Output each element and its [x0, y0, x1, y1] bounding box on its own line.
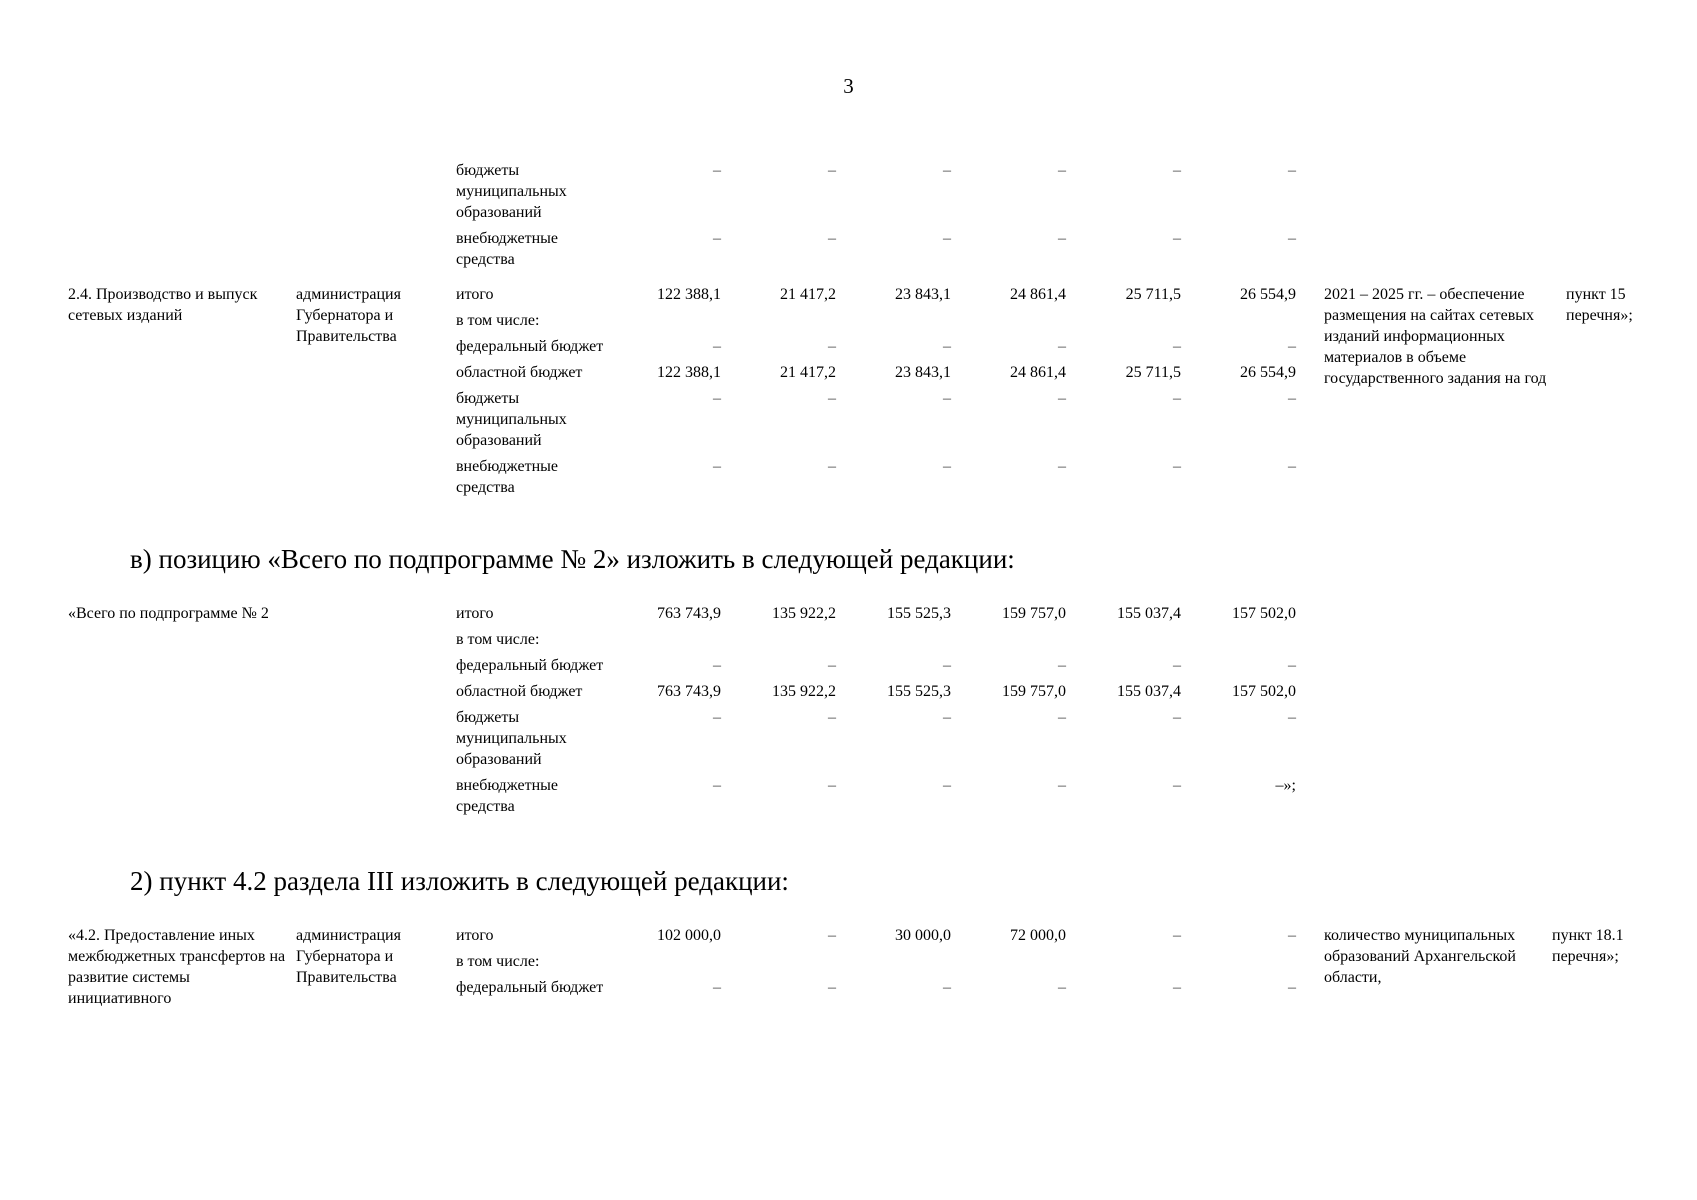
- amount-cell-year-5: –: [1288, 390, 1296, 407]
- amount-cell-year-0: 763 743,9: [657, 605, 721, 622]
- source-rows: [456, 603, 1296, 822]
- source-rows: [456, 284, 1296, 503]
- table-row: [456, 388, 1296, 456]
- amount-cell-year-1: –: [828, 927, 836, 944]
- funding-source-label: итого: [456, 605, 494, 622]
- amount-cell-year-5: 26 554,9: [1240, 364, 1296, 381]
- amount-cell-year-1: –: [828, 230, 836, 247]
- amount-cell-year-0: –: [713, 979, 721, 996]
- amount-cell-year-0: –: [713, 162, 721, 179]
- amount-cell-year-5: 26 554,9: [1240, 286, 1296, 303]
- amount-cell-year-3: 24 861,4: [1010, 286, 1066, 303]
- table-row: [456, 336, 1296, 362]
- row-name-cell: «Всего по подпрограмме № 2: [68, 605, 269, 622]
- amount-cell-year-5: –: [1288, 458, 1296, 475]
- amount-cell-year-4: 25 711,5: [1125, 364, 1181, 381]
- amount-cell-year-5: –: [1288, 927, 1296, 944]
- amount-cell-year-5: 157 502,0: [1232, 605, 1296, 622]
- amount-cell-year-5: –: [1288, 709, 1296, 726]
- amount-cell-year-1: 135 922,2: [772, 683, 836, 700]
- amount-cell-year-3: 24 861,4: [1010, 364, 1066, 381]
- table-row: [456, 228, 1296, 275]
- note-cell: пункт 18.1 перечня»;: [1552, 927, 1624, 965]
- funding-source-label: федеральный бюджет: [456, 979, 604, 996]
- table-row: [456, 925, 1296, 951]
- amount-cell-year-5: –: [1288, 657, 1296, 674]
- funding-source-label: в том числе:: [456, 953, 540, 970]
- amount-cell-year-1: –: [828, 657, 836, 674]
- amount-cell-year-3: 72 000,0: [1010, 927, 1066, 944]
- funding-source-label: внебюджетные средства: [456, 458, 558, 496]
- amount-cell-year-3: –: [1058, 338, 1066, 355]
- amount-cell-year-5: –: [1288, 162, 1296, 179]
- amount-cell-year-5: –»;: [1275, 777, 1296, 794]
- amount-cell-year-5: 157 502,0: [1232, 683, 1296, 700]
- source-rows: [456, 160, 1296, 275]
- amount-cell-year-4: –: [1173, 390, 1181, 407]
- table-row: [456, 362, 1296, 388]
- amount-cell-year-4: 155 037,4: [1117, 683, 1181, 700]
- amount-cell-year-4: 25 711,5: [1125, 286, 1181, 303]
- table-block-continuation: [68, 160, 1668, 275]
- amount-cell-year-2: –: [943, 777, 951, 794]
- table-block-2-4: [68, 284, 1668, 503]
- amount-cell-year-3: –: [1058, 709, 1066, 726]
- table-row: [456, 707, 1296, 775]
- amount-cell-year-4: –: [1173, 162, 1181, 179]
- source-rows: [456, 925, 1296, 1003]
- funding-source-label: федеральный бюджет: [456, 338, 604, 355]
- row-name-cell: «4.2. Предоставление иных межбюджетных трансфертов на развитие системы инициативного: [68, 927, 286, 1007]
- amount-cell-year-5: –: [1288, 230, 1296, 247]
- table-row: [456, 603, 1296, 629]
- funding-source-label: областной бюджет: [456, 683, 583, 700]
- amount-cell-year-4: –: [1173, 458, 1181, 475]
- table-block-4-2: [68, 925, 1668, 1009]
- amount-cell-year-3: –: [1058, 458, 1066, 475]
- amount-cell-year-1: –: [828, 777, 836, 794]
- funding-source-label: бюджеты муниципальных образований: [456, 162, 567, 221]
- amount-cell-year-0: –: [713, 338, 721, 355]
- amount-cell-year-0: 122 388,1: [657, 364, 721, 381]
- amount-cell-year-0: –: [713, 709, 721, 726]
- amount-cell-year-3: –: [1058, 777, 1066, 794]
- amount-cell-year-5: –: [1288, 338, 1296, 355]
- table-row: [456, 456, 1296, 503]
- amount-cell-year-2: –: [943, 458, 951, 475]
- amount-cell-year-1: 135 922,2: [772, 605, 836, 622]
- amount-cell-year-4: –: [1173, 338, 1181, 355]
- amount-cell-year-2: –: [943, 979, 951, 996]
- amount-cell-year-1: 21 417,2: [780, 286, 836, 303]
- funding-source-label: итого: [456, 927, 494, 944]
- table-row: [456, 310, 1296, 336]
- amount-cell-year-4: 155 037,4: [1117, 605, 1181, 622]
- table-row: [456, 977, 1296, 1003]
- table-row: [456, 160, 1296, 228]
- amount-cell-year-2: –: [943, 657, 951, 674]
- amount-cell-year-0: –: [713, 230, 721, 247]
- amount-cell-year-4: –: [1173, 230, 1181, 247]
- funding-source-label: итого: [456, 286, 494, 303]
- amount-cell-year-4: –: [1173, 927, 1181, 944]
- row-name-cell: 2.4. Производство и выпуск сетевых изданий: [68, 286, 258, 324]
- funding-source-label: областной бюджет: [456, 364, 583, 381]
- amount-cell-year-3: –: [1058, 657, 1066, 674]
- funding-source-label: в том числе:: [456, 312, 540, 329]
- amount-cell-year-2: 23 843,1: [895, 286, 951, 303]
- amount-cell-year-2: 23 843,1: [895, 364, 951, 381]
- amount-cell-year-1: –: [828, 709, 836, 726]
- amount-cell-year-2: –: [943, 338, 951, 355]
- amount-cell-year-1: –: [828, 162, 836, 179]
- funding-source-label: бюджеты муниципальных образований: [456, 390, 567, 449]
- table-row: [456, 681, 1296, 707]
- funding-source-label: внебюджетные средства: [456, 777, 558, 815]
- funding-source-label: в том числе:: [456, 631, 540, 648]
- amount-cell-year-4: –: [1173, 709, 1181, 726]
- amount-cell-year-4: –: [1173, 657, 1181, 674]
- amount-cell-year-0: –: [713, 657, 721, 674]
- amount-cell-year-5: –: [1288, 979, 1296, 996]
- heading-amendment-2: 2) пункт 4.2 раздела III изложить в следующей редакции:: [130, 866, 789, 896]
- page-number: 3: [843, 74, 854, 98]
- amount-cell-year-3: 159 757,0: [1002, 605, 1066, 622]
- amount-cell-year-0: –: [713, 777, 721, 794]
- table-row: [456, 655, 1296, 681]
- amount-cell-year-3: –: [1058, 162, 1066, 179]
- funding-source-label: бюджеты муниципальных образований: [456, 709, 567, 768]
- amount-cell-year-2: –: [943, 162, 951, 179]
- amount-cell-year-2: –: [943, 709, 951, 726]
- amount-cell-year-0: –: [713, 390, 721, 407]
- amount-cell-year-3: –: [1058, 390, 1066, 407]
- amount-cell-year-0: 102 000,0: [657, 927, 721, 944]
- amount-cell-year-0: –: [713, 458, 721, 475]
- amount-cell-year-3: 159 757,0: [1002, 683, 1066, 700]
- amount-cell-year-2: –: [943, 390, 951, 407]
- amount-cell-year-2: 30 000,0: [895, 927, 951, 944]
- amount-cell-year-3: –: [1058, 230, 1066, 247]
- funding-source-label: федеральный бюджет: [456, 657, 604, 674]
- amount-cell-year-1: –: [828, 458, 836, 475]
- result-cell: 2021 – 2025 гг. – обеспечение размещения на сайтах сетевых изданий информационных материалов в объеме государственного задания на год: [1324, 286, 1547, 387]
- amount-cell-year-1: –: [828, 338, 836, 355]
- amount-cell-year-4: –: [1173, 777, 1181, 794]
- executor-cell: администрация Губернатора и Правительства: [296, 927, 401, 986]
- amount-cell-year-0: 763 743,9: [657, 683, 721, 700]
- funding-source-label: внебюджетные средства: [456, 230, 558, 268]
- heading-amendment-v: в) позицию «Всего по подпрограмме № 2» изложить в следующей редакции:: [130, 544, 1015, 574]
- amount-cell-year-1: –: [828, 390, 836, 407]
- amount-cell-year-1: 21 417,2: [780, 364, 836, 381]
- table-row: [456, 284, 1296, 310]
- table-block-total: [68, 603, 1668, 822]
- amount-cell-year-2: 155 525,3: [887, 683, 951, 700]
- amount-cell-year-4: –: [1173, 979, 1181, 996]
- amount-cell-year-1: –: [828, 979, 836, 996]
- note-cell: пункт 15 перечня»;: [1566, 286, 1633, 324]
- executor-cell: администрация Губернатора и Правительства: [296, 286, 401, 345]
- result-cell: количество муниципальных образований Архангельской области,: [1324, 927, 1516, 986]
- amount-cell-year-2: –: [943, 230, 951, 247]
- amount-cell-year-3: –: [1058, 979, 1066, 996]
- amount-cell-year-2: 155 525,3: [887, 605, 951, 622]
- table-row: [456, 629, 1296, 655]
- table-row: [456, 775, 1296, 822]
- amount-cell-year-0: 122 388,1: [657, 286, 721, 303]
- table-row: [456, 951, 1296, 977]
